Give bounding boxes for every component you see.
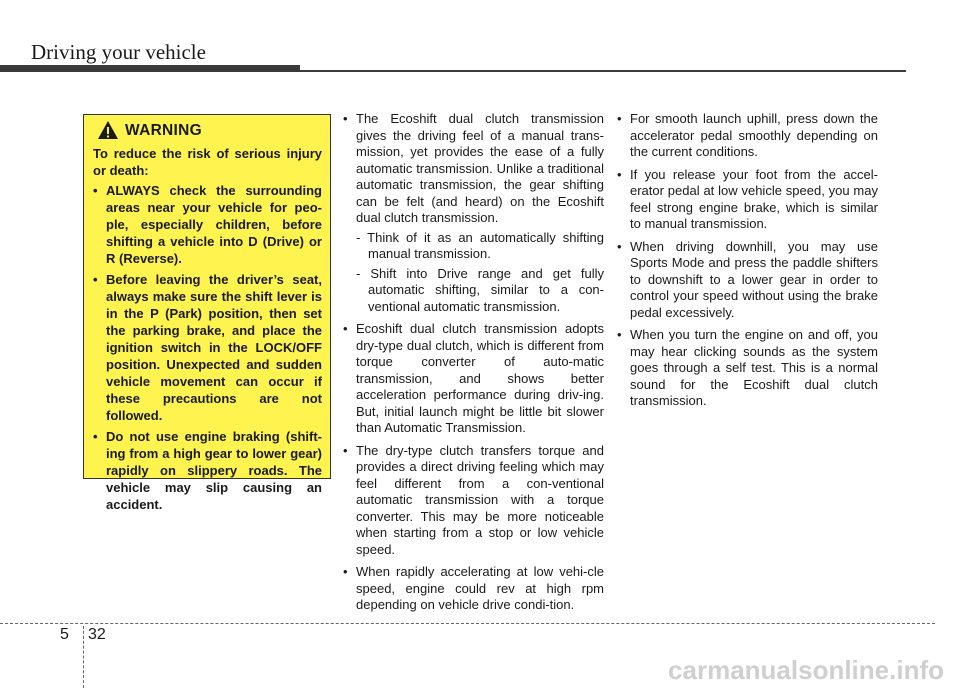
- list-item: • When rapidly accelerating at low vehi-cle speed, engine could rev at high rpm depending on vehicle drive condi-tion.: [343, 564, 604, 614]
- list-item: • The dry-type clutch transfers torque and provides a direct driving feeling which may feel different from a con-ventional automatic transmission with a torque converter. This may be more noticeable when starting from a stop or low vehicle speed.: [343, 443, 604, 559]
- middle-column: [343, 111, 604, 620]
- right-column: [617, 111, 878, 416]
- header-rule: [300, 70, 906, 72]
- footer-divider: [83, 626, 84, 688]
- footer-rule: [0, 623, 935, 624]
- list-item: • For smooth launch uphill, press down the accelerator pedal smoothly depending on the current conditions.: [617, 111, 878, 161]
- warning-heading: [97, 119, 322, 141]
- watermark: carmanualsonline.info: [668, 655, 944, 685]
- header-bar: [0, 65, 300, 72]
- list-item: • When driving downhill, you may use Sports Mode and press the paddle shifters to downshift to a lower gear in order to control your speed without using the brake pedal excessively.: [617, 239, 878, 322]
- list-item: • When you turn the engine on and off, you may hear clicking sounds as the system goes through a self test. This is a normal sound for the Ecoshift dual clutch transmission.: [617, 327, 878, 410]
- list-item: [343, 111, 604, 315]
- warning-item: • Do not use engine braking (shift-ing from a high gear to lower gear) rapidly on slippery roads. The vehicle may slip causing an accident.: [93, 428, 322, 513]
- warning-intro: To reduce the risk of serious injury or death:: [93, 146, 322, 178]
- warning-item: • Before leaving the driver’s seat, always make sure the shift lever is in the P (Park) position, then set the parking brake, and place the ignition switch in the LOCK/OFF position. Unexpected and sudden vehicle movement can occur if these precautions are not followed.: [93, 271, 322, 424]
- warning-list: [93, 182, 322, 513]
- list-item: • If you release your foot from the accel-erator pedal at low vehicle speed, you may feel strong engine brake, which is similar to manual transmission.: [617, 167, 878, 233]
- chapter-number: 5: [60, 626, 69, 643]
- page-section-title: Driving your vehicle: [31, 40, 206, 64]
- warning-item: • ALWAYS check the surrounding areas near your vehicle for peo-ple, especially children, before shifting a vehicle into D (Drive) or R (Reverse).: [93, 182, 322, 267]
- sub-item: - Shift into Drive range and get fully automatic shifting, similar to a con-ventional automatic transmission.: [356, 265, 604, 314]
- warning-triangle-icon: [97, 120, 119, 140]
- warning-box: [83, 114, 331, 512]
- page-number: 32: [88, 626, 106, 643]
- warning-title: WARNING: [125, 121, 203, 139]
- list-item-text: The Ecoshift dual clutch transmission gives the driving feel of a manual trans-mission, yet provides the ease of a fully automatic transmission. Unlike a traditional automatic transmission, the gear shifting can be felt (and heard) on the Ecoshift dual clutch transmission.: [356, 111, 604, 225]
- list-item: • Ecoshift dual clutch transmission adopts dry-type dual clutch, which is different from torque converter of auto-matic transmission, and shows better acceleration performance during driv-ing. But, initial launch might be little bit slower than Automatic Transmission.: [343, 321, 604, 437]
- sub-item: - Think of it as an automatically shifting manual transmission.: [356, 229, 604, 261]
